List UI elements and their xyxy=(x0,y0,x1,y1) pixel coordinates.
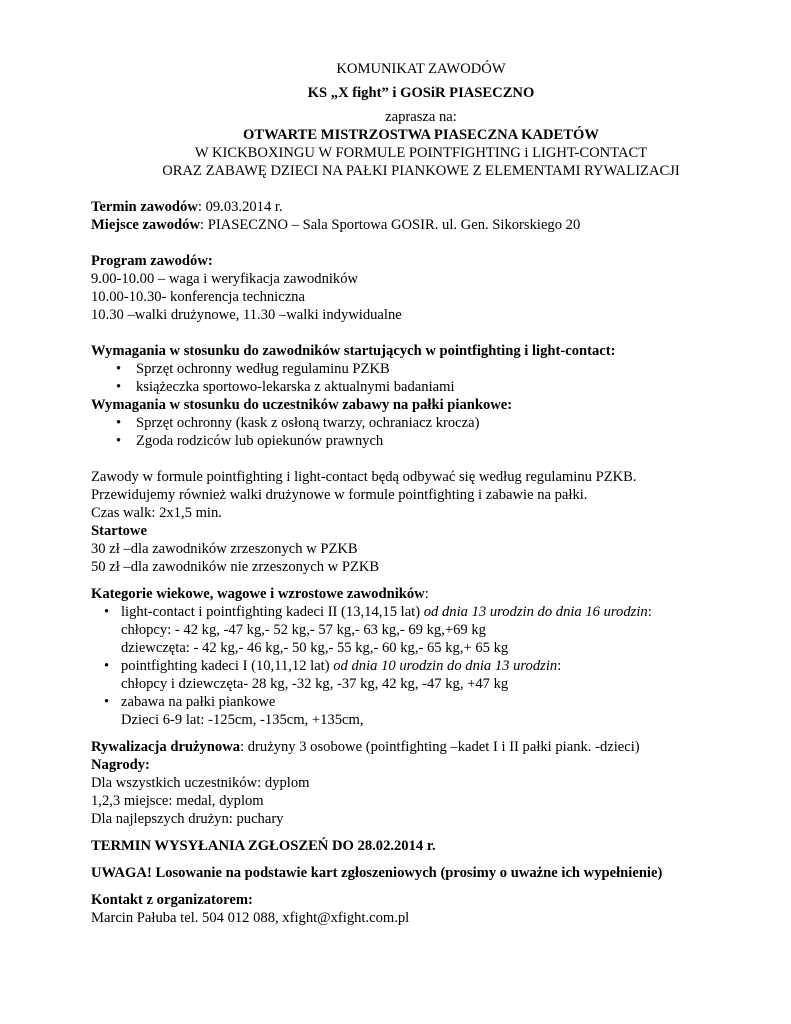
bullet-icon: • xyxy=(104,604,110,620)
event-title: OTWARTE MISTRZOSTWA PIASECZNA KADETÓW xyxy=(243,127,599,143)
prizes-line: Dla wszystkich uczestników: dyplom xyxy=(91,775,310,791)
contact-title: Kontakt z organizatorem: xyxy=(91,892,253,908)
termin-line xyxy=(91,198,751,216)
rules-line: Przewidujemy również walki drużynowe w formule pointfighting i zabawie na pałki. xyxy=(91,487,588,503)
list-item: • pointfighting kadeci I (10,11,12 lat) od dnia 10 urodzin do dnia 13 urodzin: chłopcy i dziewczęta- 28 kg, -32 kg, -37 kg, 42 kg, -47 kg, +47 kg xyxy=(104,658,562,692)
document xyxy=(91,60,751,927)
requirements-list-1 xyxy=(91,360,751,396)
rules-line: Zawody w formule pointfighting i light-contact będą odbywać się według regulaminu PZKB. xyxy=(91,469,637,485)
bullet-icon: • xyxy=(104,658,110,674)
requirements-list-2 xyxy=(91,414,751,450)
bullet-icon: • xyxy=(116,379,122,395)
event-subtitle-1: W KICKBOXINGU W FORMULE POINTFIGHTING i LIGHT-CONTACT xyxy=(194,145,648,161)
warning: UWAGA! Losowanie na podstawie kart zgłoszeniowych (prosimy o uważne ich wypełnienie) xyxy=(91,865,663,881)
prizes-line: 1,2,3 miejsce: medal, dyplom xyxy=(91,793,264,809)
fees-title: Startowe xyxy=(91,523,147,539)
list-item: • Sprzęt ochronny (kask z osłoną twarzy, ochraniacz krocza) xyxy=(116,415,480,431)
team-line: Rywalizacja drużynowa: drużyny 3 osobowe (pointfighting –kadet I i II pałki piank. -dzieci) xyxy=(91,739,640,755)
bullet-icon: • xyxy=(104,694,110,710)
event-subtitle-2: ORAZ ZABAWĘ DZIECI NA PAŁKI PIANKOWE Z ELEMENTAMI RYWALIZACJI xyxy=(162,163,680,179)
miejsce-value: : PIASECZNO – Sala Sportowa GOSIR. ul. Gen. Sikorskiego 20 xyxy=(200,217,581,233)
list-item: • light-contact i pointfighting kadeci II (13,14,15 lat) od dnia 13 urodzin do dnia 16 urodzin: chłopcy: - 42 kg, -47 kg,- 52 kg,- 57 kg,- 63 kg,- 69 kg,+69 kg dziewczęta: - 42 kg,- 46 kg,- 50 kg,- 55 kg,- 60 kg,- 65 kg,+ 65 kg xyxy=(104,604,652,656)
contact-line: Marcin Pałuba tel. 504 012 088, xfight@xfight.com.pl xyxy=(91,910,410,926)
list-item: • Sprzęt ochronny według regulaminu PZKB xyxy=(116,361,390,377)
categories-list xyxy=(91,603,751,729)
program-line: 10.30 –walki drużynowe, 11.30 –walki indywidualne xyxy=(91,307,402,323)
list-item: • książeczka sportowo-lekarska z aktualnymi badaniami xyxy=(116,379,455,395)
rules-line: Czas walk: 2x1,5 min. xyxy=(91,505,222,521)
requirements-title-2: Wymagania w stosunku do uczestników zabawy na pałki piankowe: xyxy=(91,397,513,413)
list-item: • zabawa na pałki piankowe Dzieci 6-9 lat: -125cm, -135cm, +135cm, xyxy=(104,694,364,728)
deadline: TERMIN WYSYŁANIA ZGŁOSZEŃ DO 28.02.2014 r. xyxy=(91,838,436,854)
program-title: Program zawodów: xyxy=(91,253,213,269)
fees-line: 30 zł –dla zawodników zrzeszonych w PZKB xyxy=(91,541,358,557)
requirements-title-1: Wymagania w stosunku do zawodników startujących w pointfighting i light-contact: xyxy=(91,343,616,359)
miejsce-label: Miejsce zawodów xyxy=(91,217,201,233)
prizes-title: Nagrody: xyxy=(91,757,150,773)
termin-value: : 09.03.2014 r. xyxy=(197,199,283,215)
termin-label: Termin zawodów xyxy=(91,199,198,215)
program-line: 9.00-10.00 – waga i weryfikacja zawodników xyxy=(91,271,359,287)
prizes-line: Dla najlepszych drużyn: puchary xyxy=(91,811,284,827)
program-line: 10.00-10.30- konferencja techniczna xyxy=(91,289,305,305)
bullet-icon: • xyxy=(116,415,122,431)
organizers-heading: KS „X fight” i GOSiR PIASECZNO xyxy=(307,85,535,101)
invites-text: zaprasza na: xyxy=(385,109,457,125)
list-item: • Zgoda rodziców lub opiekunów prawnych xyxy=(116,433,384,449)
categories-title: Kategorie wiekowe, wagowe i wzrostowe zawodników: xyxy=(91,586,429,602)
bullet-icon: • xyxy=(116,361,122,377)
bullet-icon: • xyxy=(116,433,122,449)
fees-line: 50 zł –dla zawodników nie zrzeszonych w PZKB xyxy=(91,559,380,575)
miejsce-line xyxy=(91,216,751,234)
komunikat-heading: KOMUNIKAT ZAWODÓW xyxy=(336,61,506,77)
